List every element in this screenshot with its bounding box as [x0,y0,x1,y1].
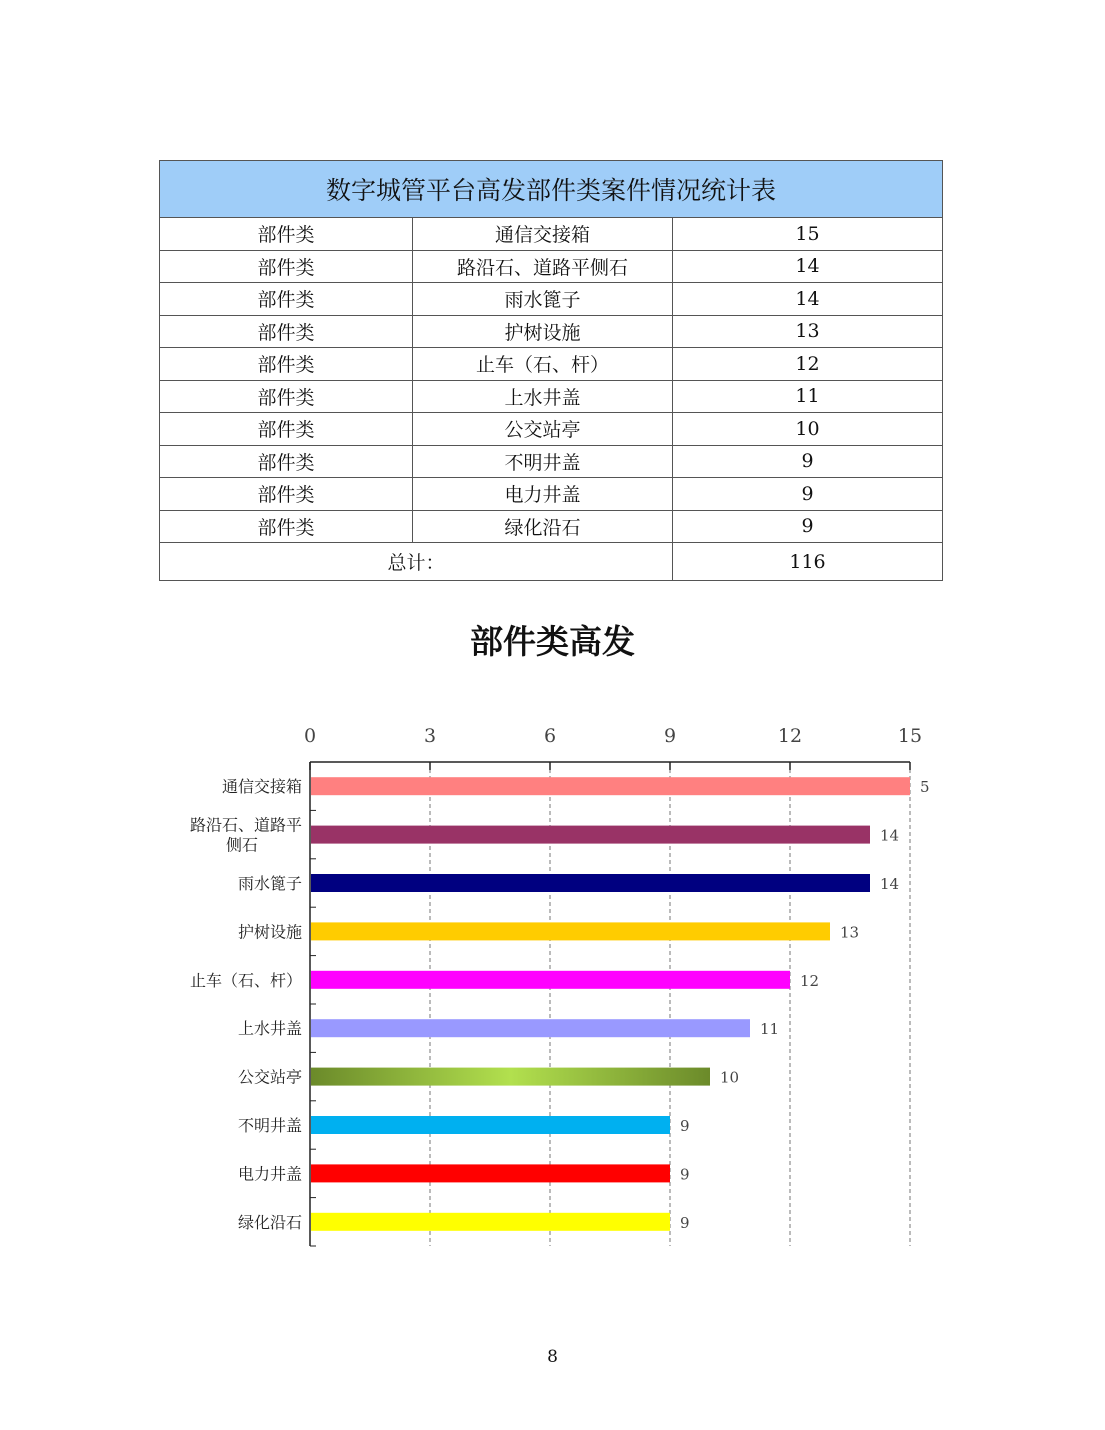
x-tick-label: 0 [303,725,317,747]
bar [311,826,870,844]
category-cell: 部件类 [160,510,413,543]
component-name-cell: 公交站亭 [413,413,673,446]
bar [311,1213,670,1231]
category-cell: 部件类 [160,413,413,446]
case-count-cell: 12 [673,348,943,381]
bar [311,1164,670,1182]
component-name-cell: 绿化沿石 [413,510,673,543]
component-name-cell: 不明井盖 [413,445,673,478]
category-label-line: 通信交接箱 [221,777,302,797]
category-label-line: 侧石 [225,835,258,855]
category-cell: 部件类 [160,445,413,478]
component-name-cell: 止车（石、杆） [413,348,673,381]
bar-value-label: 14 [880,826,900,845]
category-cell: 部件类 [160,218,413,251]
category-cell: 部件类 [160,478,413,511]
category-label [222,777,302,796]
case-count-cell: 10 [673,413,943,446]
x-tick-label: 3 [423,725,437,747]
category-cell: 部件类 [160,380,413,413]
case-count-cell: 11 [673,380,943,413]
component-name-cell: 电力井盖 [413,478,673,511]
bar-value-label: 11 [760,1020,780,1039]
category-cell: 部件类 [160,250,413,283]
bar [311,777,910,795]
chart-title: 部件类高发 [470,622,635,661]
category-label [238,1116,302,1135]
bar [311,922,830,940]
bar-value-label: 10 [720,1068,740,1087]
case-count-cell: 9 [673,510,943,543]
bar-value-label: 9 [680,1117,690,1135]
category-cell: 部件类 [160,315,413,348]
total-label: 总计： [160,543,673,581]
category-label [238,1213,302,1232]
category-label-line: 路沿石、道路平 [189,815,302,835]
component-name-cell: 雨水篦子 [413,283,673,316]
case-count-cell: 13 [673,315,943,348]
bar [311,1019,750,1037]
bar [311,1068,710,1086]
bar [311,1116,670,1134]
category-label [238,874,302,893]
x-tick-label: 15 [897,725,923,747]
category-label [238,1164,302,1183]
component-name-cell: 上水井盖 [413,380,673,413]
category-label-line: 不明井盖 [237,1116,302,1135]
category-label [238,1068,302,1087]
case-count-cell: 9 [673,445,943,478]
category-label-line: 电力井盖 [237,1164,302,1184]
table-title: 数字城管平台高发部件类案件情况统计表 [160,161,943,218]
category-label [238,1019,302,1038]
x-tick-label: 6 [543,725,557,747]
category-label-line: 护树设施 [237,922,302,942]
case-count-cell: 15 [673,218,943,251]
component-name-cell: 通信交接箱 [413,218,673,251]
page-number: 8 [547,1347,558,1367]
bar-value-label: 5 [920,778,930,797]
category-label-line: 上水井盖 [237,1019,302,1039]
component-name-cell: 护树设施 [413,315,673,348]
bar-value-label: 14 [880,875,900,893]
category-label-line: 绿化沿石 [237,1212,302,1232]
x-tick-label: 9 [663,725,677,747]
category-cell: 部件类 [160,283,413,316]
case-count-cell: 14 [673,283,943,316]
bar [311,971,790,989]
category-label-line: 雨水篦子 [237,874,302,893]
case-count-cell: 9 [673,478,943,511]
bar [311,874,870,892]
x-tick-label: 12 [777,725,803,747]
category-label [190,816,302,855]
bar-value-label: 9 [680,1213,690,1232]
bar-value-label: 12 [800,971,820,990]
category-label-line: 公交站亭 [237,1067,302,1087]
category-label-line: 止车（石、杆） [189,970,302,990]
category-label [190,971,302,990]
category-cell: 部件类 [160,348,413,381]
case-count-cell: 14 [673,250,943,283]
bar-value-label: 13 [840,923,860,942]
component-name-cell: 路沿石、道路平侧石 [413,250,673,283]
bar-value-label: 9 [680,1165,690,1184]
category-label [238,922,302,941]
total-value: 116 [673,543,943,581]
